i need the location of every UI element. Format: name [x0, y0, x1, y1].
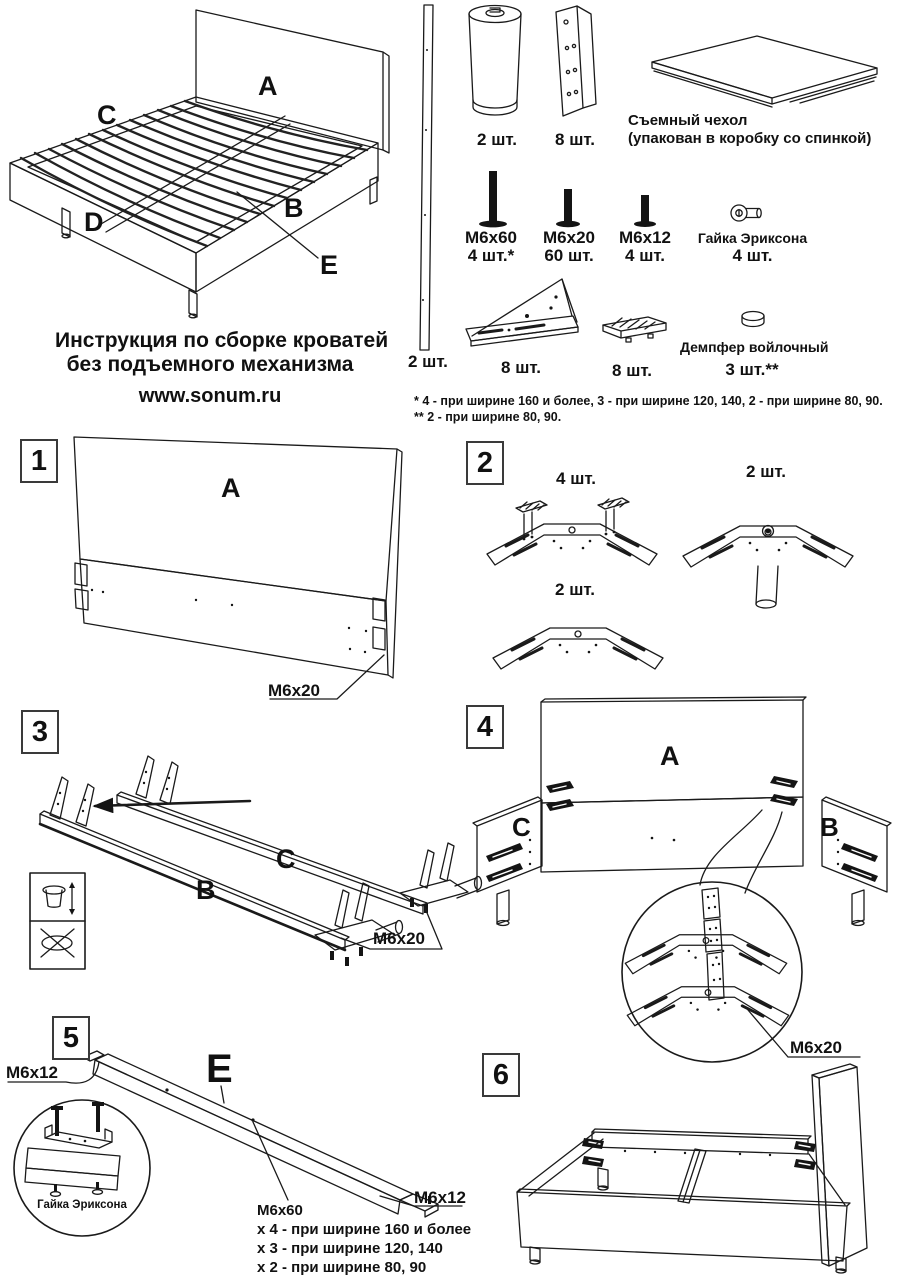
step3-number: 3: [21, 710, 59, 754]
slat-profile-qty: 2 шт.: [408, 352, 448, 371]
step5-screw-left-label: М6х12: [6, 1063, 58, 1082]
leg-icon: [469, 6, 521, 116]
step5-nut-label: Гайка Эриксона: [37, 1199, 127, 1211]
step4-label-a: A: [660, 741, 680, 771]
overview-label-c: C: [97, 100, 117, 130]
leg-qty: 2 шт.: [477, 130, 517, 149]
big-bracket-icon: [466, 279, 578, 346]
corner-bracket-icon: [556, 6, 596, 116]
step1-number: 1: [20, 439, 58, 483]
overview-label-d: D: [84, 207, 104, 237]
felt-damper-name: Демпфер войлочный: [680, 339, 829, 355]
footnote-2: ** 2 - при ширине 80, 90.: [414, 410, 562, 424]
m6x60-bolt-icon: [479, 171, 507, 227]
step2-qty-dampers: 4 шт.: [556, 469, 596, 488]
overview-label-b: B: [284, 193, 304, 223]
erikson-nut-name: Гайка Эриксона: [697, 230, 808, 246]
step2-number: 2: [466, 441, 504, 485]
step2-qty-plain: 2 шт.: [555, 580, 595, 599]
m6x20-bolt-icon: [556, 189, 580, 227]
step1-label-a: A: [221, 473, 241, 503]
slat-holder-qty: 8 шт.: [612, 361, 652, 380]
step5-m6x60-line4: х 2 - при ширине 80, 90: [257, 1259, 427, 1276]
m6x12-bolt-icon: [634, 195, 656, 227]
overview-label-e: E: [320, 250, 339, 280]
big-bracket-qty: 8 шт.: [501, 358, 541, 377]
m6x60-name: М6х60: [465, 228, 517, 247]
step3-label-c: C: [276, 844, 296, 874]
step4-screw-label: М6х20: [790, 1038, 842, 1057]
step4-drawing: [473, 697, 891, 1062]
overview-label-a: A: [258, 71, 278, 101]
step6-number: 6: [482, 1053, 520, 1097]
step5-m6x60-line1: М6х60: [257, 1202, 303, 1219]
felt-damper-icon: [742, 312, 764, 327]
step2-qty-with-leg: 2 шт.: [746, 462, 786, 481]
doc-title-line1: Инструкция по сборке кроватей: [55, 329, 389, 352]
step5-m6x60-line2: х 4 - при ширине 160 и более: [257, 1221, 472, 1238]
erikson-nut-icon: [731, 205, 761, 221]
step2-drawing: [487, 498, 853, 669]
cover-icon: [652, 36, 877, 107]
m6x20-qty: 60 шт.: [544, 246, 594, 265]
step5-number: 5: [52, 1016, 90, 1060]
m6x20-name: М6х20: [543, 228, 595, 247]
step4-label-c: C: [512, 812, 531, 842]
step3-screw-label: М6х20: [373, 929, 425, 948]
footnote-1: * 4 - при ширине 160 и более, 3 - при ширине 120, 140, 2 - при ширине 80, 90.: [414, 394, 883, 408]
step6-drawing: [517, 1064, 867, 1273]
m6x12-qty: 4 шт.: [625, 246, 665, 265]
doc-title-line2: без подъемного механизма: [66, 353, 354, 376]
cover-name-line1: Съемный чехол: [628, 112, 748, 129]
m6x12-name: М6х12: [619, 228, 671, 247]
step4-label-b: B: [820, 812, 839, 842]
m6x60-qty: 4 шт.*: [467, 246, 515, 265]
step4-number: 4: [466, 705, 504, 749]
erikson-nut-qty: 4 шт.: [732, 246, 773, 265]
cover-name-line2: (упакован в коробку со спинкой): [628, 130, 872, 147]
website-text: www.sonum.ru: [138, 385, 282, 407]
felt-damper-qty: 3 шт.**: [725, 360, 779, 379]
step5-m6x60-line3: х 3 - при ширине 120, 140: [257, 1240, 443, 1257]
step5-screw-right-label: М6х12: [414, 1188, 466, 1207]
step5-label-e: Е: [206, 1047, 233, 1091]
corner-bracket-qty: 8 шт.: [555, 130, 595, 149]
slat-holder-icon: [603, 317, 666, 342]
step1-screw-label: М6х20: [268, 681, 320, 700]
slat-profile-drawing: [420, 5, 433, 350]
step3-label-b: B: [196, 875, 216, 905]
